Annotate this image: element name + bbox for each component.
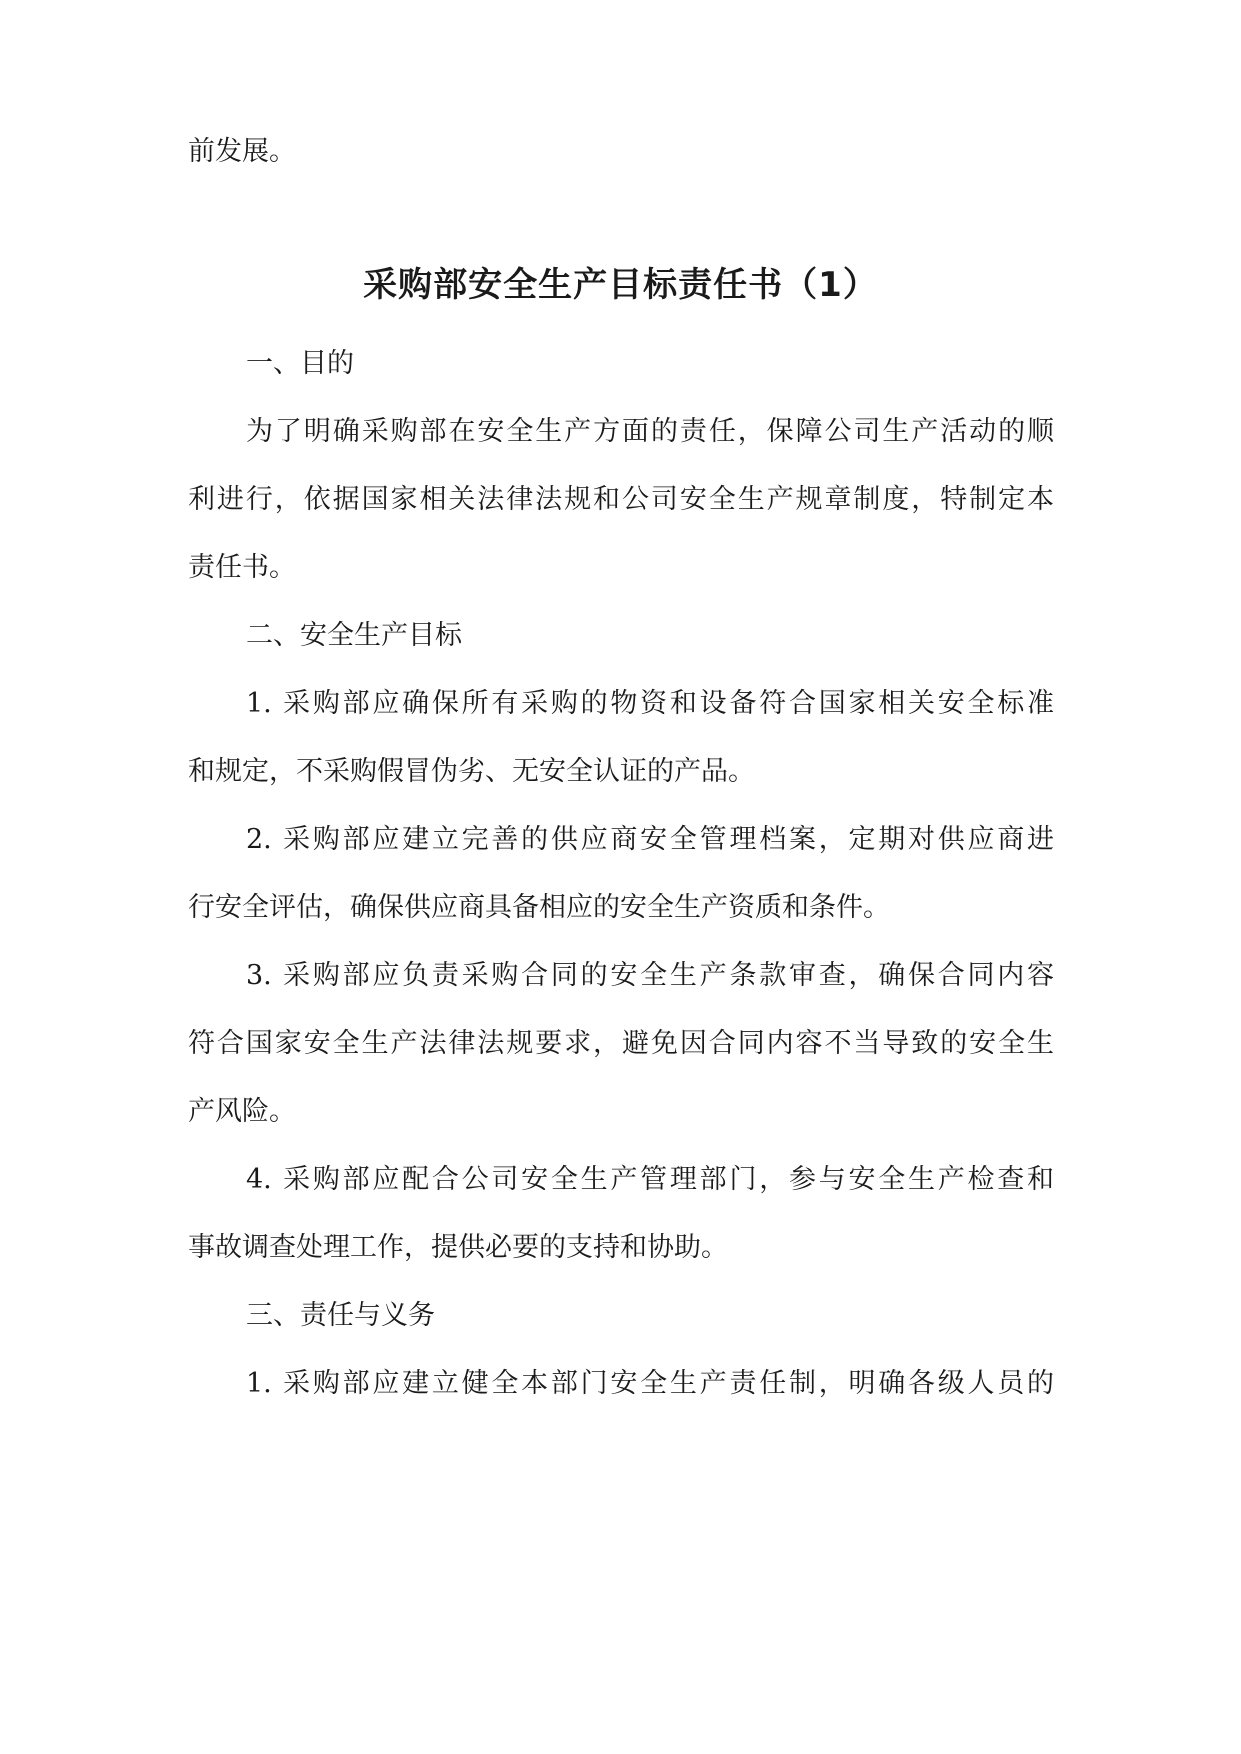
section-heading-responsibilities: 三、责任与义务 — [246, 1300, 435, 1331]
list-item-line: 行安全评估，确保供应商具备相应的安全生产资质和条件。 — [188, 892, 890, 923]
list-item-line: 和规定，不采购假冒伪劣、无安全认证的产品。 — [188, 756, 755, 787]
paragraph-line: 为了明确采购部在安全生产方面的责任，保障公司生产活动的顺 — [246, 416, 1054, 447]
section-heading-goals: 二、安全生产目标 — [246, 620, 462, 651]
list-item-line: 1. 采购部应确保所有采购的物资和设备符合国家相关安全标准 — [246, 688, 1054, 719]
section-heading-purpose: 一、目的 — [246, 348, 354, 379]
carryover-text: 前发展。 — [188, 136, 296, 167]
list-item-line: 产风险。 — [188, 1096, 296, 1127]
list-item-line: 事故调查处理工作，提供必要的支持和协助。 — [188, 1232, 728, 1263]
list-item-line: 4. 采购部应配合公司安全生产管理部门，参与安全生产检查和 — [246, 1164, 1054, 1195]
list-item-line: 3. 采购部应负责采购合同的安全生产条款审查，确保合同内容 — [246, 960, 1054, 991]
list-item-line: 符合国家安全生产法律法规要求，避免因合同内容不当导致的安全生 — [188, 1028, 1054, 1059]
paragraph-line: 责任书。 — [188, 552, 296, 583]
document-title: 采购部安全生产目标责任书（1） — [363, 265, 878, 305]
list-item-line: 2. 采购部应建立完善的供应商安全管理档案，定期对供应商进 — [246, 824, 1054, 855]
list-item-line: 1. 采购部应建立健全本部门安全生产责任制，明确各级人员的 — [246, 1368, 1054, 1399]
paragraph-line: 利进行，依据国家相关法律法规和公司安全生产规章制度，特制定本 — [188, 484, 1054, 515]
